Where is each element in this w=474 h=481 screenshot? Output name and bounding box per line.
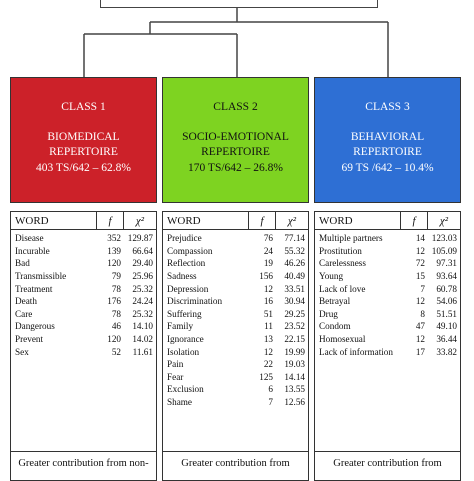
- frequency-cell: 125: [259, 371, 273, 382]
- chi-square-cell: 105.09: [431, 245, 457, 256]
- word-cell: Transmissible: [15, 271, 67, 282]
- class-1-word-table: [10, 211, 157, 481]
- word-cell: Ignorance: [167, 334, 204, 345]
- word-cell: Pain: [167, 359, 184, 370]
- chi-square-cell: 97.31: [436, 258, 457, 269]
- frequency-cell: 19: [263, 258, 273, 269]
- word-cell: Prevent: [15, 334, 44, 345]
- chi-square-cell: 55.32: [284, 245, 305, 256]
- table-row: [11, 295, 156, 308]
- chi-square-cell: 25.32: [132, 308, 153, 319]
- frequency-cell: 12: [415, 334, 425, 345]
- chi-square-cell: 14.02: [132, 334, 153, 345]
- table-row: [11, 320, 156, 333]
- table-row: [315, 245, 460, 258]
- chi-square-cell: 14.10: [132, 321, 153, 332]
- chi-square-cell: 54.06: [436, 296, 457, 307]
- frequency-cell: 16: [263, 296, 273, 307]
- class-1-label: CLASS 1: [61, 101, 106, 113]
- word-cell: Disease: [15, 233, 44, 244]
- tree-connectors: [0, 0, 474, 80]
- word-cell: Bad: [15, 258, 30, 269]
- class-1-stats: 403 TS/642 – 62.8%: [36, 161, 131, 174]
- table-row: [11, 345, 156, 358]
- chi-square-cell: 66.64: [132, 245, 153, 256]
- class-1-rows: [11, 230, 156, 358]
- frequency-cell: 12: [415, 245, 425, 256]
- word-cell: Homosexual: [319, 334, 366, 345]
- class-3-label: CLASS 3: [365, 101, 410, 113]
- frequency-cell: 22: [263, 359, 273, 370]
- header-frequency: f: [249, 212, 276, 229]
- frequency-cell: 12: [263, 283, 273, 294]
- word-cell: Compassion: [167, 245, 213, 256]
- word-cell: Drug: [319, 308, 338, 319]
- chi-square-cell: 19.99: [284, 346, 305, 357]
- class-1-column: [10, 77, 157, 481]
- word-cell: Betrayal: [319, 296, 351, 307]
- header-frequency: f: [97, 212, 124, 229]
- word-cell: Depression: [167, 283, 209, 294]
- frequency-cell: 176: [107, 296, 121, 307]
- class-3-word-table: [314, 211, 461, 481]
- table-row: [11, 270, 156, 283]
- chi-square-cell: 129.87: [127, 233, 153, 244]
- table-row: [11, 232, 156, 245]
- class-1-header-box: [10, 77, 157, 203]
- frequency-cell: 6: [268, 384, 273, 395]
- table-row: [163, 383, 308, 396]
- chi-square-cell: 14.14: [284, 371, 305, 382]
- word-cell: Discrimination: [167, 296, 223, 307]
- frequency-cell: 7: [420, 283, 425, 294]
- class-2-word-table: [162, 211, 309, 481]
- header-chi-square: χ²: [439, 214, 449, 227]
- chi-square-cell: 12.56: [284, 397, 305, 408]
- class-1-name-line1: BIOMEDICAL: [47, 130, 120, 143]
- chi-square-cell: 49.10: [436, 321, 457, 332]
- frequency-cell: 52: [111, 346, 121, 357]
- chi-square-cell: 30.94: [284, 296, 305, 307]
- word-cell: Condom: [319, 321, 351, 332]
- frequency-cell: 17: [415, 346, 425, 357]
- frequency-cell: 76: [263, 233, 273, 244]
- class-2-label: CLASS 2: [213, 101, 258, 113]
- table-row: [163, 232, 308, 245]
- word-cell: Incurable: [15, 245, 50, 256]
- word-cell: Exclusion: [167, 384, 204, 395]
- header-word: WORD: [315, 212, 401, 229]
- word-cell: Shame: [167, 397, 193, 408]
- table-header: [11, 212, 156, 230]
- frequency-cell: 12: [415, 296, 425, 307]
- chi-square-cell: 123.03: [431, 233, 457, 244]
- chi-square-cell: 25.96: [132, 271, 153, 282]
- chi-square-cell: 19.03: [284, 359, 305, 370]
- word-cell: Suffering: [167, 308, 202, 319]
- frequency-cell: 352: [107, 233, 121, 244]
- word-cell: Multiple partners: [319, 233, 383, 244]
- frequency-cell: 14: [415, 233, 425, 244]
- class-3-name-line2: REPERTOIRE: [353, 146, 422, 159]
- word-cell: Dangerous: [15, 321, 55, 332]
- frequency-cell: 156: [259, 271, 273, 282]
- word-cell: Treatment: [15, 283, 53, 294]
- word-cell: Reflection: [167, 258, 206, 269]
- word-cell: Sex: [15, 346, 29, 357]
- class-2-footer: Greater contribution from: [163, 451, 308, 476]
- frequency-cell: 12: [263, 346, 273, 357]
- table-row: [315, 282, 460, 295]
- table-header: [163, 212, 308, 230]
- chi-square-cell: 40.49: [284, 271, 305, 282]
- class-2-name-line2: REPERTOIRE: [201, 146, 270, 159]
- chi-square-cell: 51.51: [436, 308, 457, 319]
- frequency-cell: 139: [107, 245, 121, 256]
- table-row: [315, 333, 460, 346]
- word-cell: Sadness: [167, 271, 197, 282]
- frequency-cell: 24: [263, 245, 273, 256]
- word-cell: Prostitution: [319, 245, 362, 256]
- word-cell: Young: [319, 271, 344, 282]
- frequency-cell: 79: [111, 271, 121, 282]
- table-row: [163, 308, 308, 321]
- table-row: [163, 270, 308, 283]
- chi-square-cell: 33.82: [436, 346, 457, 357]
- frequency-cell: 11: [264, 321, 273, 332]
- class-3-rows: [315, 230, 460, 358]
- table-row: [163, 358, 308, 371]
- table-row: [11, 333, 156, 346]
- table-row: [163, 371, 308, 384]
- word-cell: Family: [167, 321, 194, 332]
- table-row: [315, 295, 460, 308]
- frequency-cell: 8: [420, 308, 425, 319]
- table-row: [315, 232, 460, 245]
- class-2-column: [162, 77, 309, 481]
- table-row: [315, 270, 460, 283]
- chi-square-cell: 24.24: [132, 296, 153, 307]
- word-cell: Carelessness: [319, 258, 366, 269]
- table-row: [163, 295, 308, 308]
- word-cell: Lack of information: [319, 346, 393, 357]
- class-3-footer: Greater contribution from: [315, 451, 460, 476]
- frequency-cell: 15: [415, 271, 425, 282]
- chi-square-cell: 11.61: [132, 346, 153, 357]
- header-word: WORD: [163, 212, 249, 229]
- word-cell: Lack of love: [319, 283, 366, 294]
- class-3-name-line1: BEHAVIORAL: [350, 130, 425, 143]
- table-row: [315, 257, 460, 270]
- chi-square-cell: 77.14: [284, 233, 305, 244]
- chi-square-cell: 13.55: [284, 384, 305, 395]
- class-3-column: [314, 77, 461, 481]
- class-2-stats: 170 TS/642 – 26.8%: [188, 161, 283, 174]
- frequency-cell: 120: [107, 334, 121, 345]
- table-row: [163, 245, 308, 258]
- frequency-cell: 47: [415, 321, 425, 332]
- header-word: WORD: [11, 212, 97, 229]
- chi-square-cell: 25.32: [132, 283, 153, 294]
- table-header: [315, 212, 460, 230]
- frequency-cell: 78: [111, 283, 121, 294]
- chi-square-cell: 93.64: [436, 271, 457, 282]
- class-2-rows: [163, 230, 308, 408]
- frequency-cell: 120: [107, 258, 121, 269]
- chi-square-cell: 23.52: [284, 321, 305, 332]
- table-row: [163, 345, 308, 358]
- class-2-header-box: [162, 77, 309, 203]
- word-cell: Prejudice: [167, 233, 202, 244]
- word-cell: Fear: [167, 371, 184, 382]
- chi-square-cell: 29.25: [284, 308, 305, 319]
- word-cell: Care: [15, 308, 33, 319]
- class-1-name-line2: REPERTOIRE: [49, 146, 118, 159]
- frequency-cell: 51: [263, 308, 273, 319]
- table-row: [11, 257, 156, 270]
- table-row: [163, 333, 308, 346]
- frequency-cell: 78: [111, 308, 121, 319]
- class-1-footer: Greater contribution from non-: [11, 451, 156, 476]
- table-row: [163, 320, 308, 333]
- word-cell: Isolation: [167, 346, 200, 357]
- class-3-stats: 69 TS /642 – 10.4%: [341, 161, 434, 174]
- table-row: [11, 245, 156, 258]
- chi-square-cell: 36.44: [436, 334, 457, 345]
- chi-square-cell: 46.26: [284, 258, 305, 269]
- word-cell: Death: [15, 296, 37, 307]
- table-row: [11, 282, 156, 295]
- header-frequency: f: [401, 212, 428, 229]
- frequency-cell: 7: [268, 397, 273, 408]
- frequency-cell: 72: [415, 258, 425, 269]
- class-3-header-box: [314, 77, 461, 203]
- table-row: [163, 396, 308, 409]
- table-row: [315, 308, 460, 321]
- table-row: [163, 257, 308, 270]
- class-2-name-line1: SOCIO-EMOTIONAL: [182, 130, 289, 143]
- table-row: [11, 308, 156, 321]
- table-row: [315, 320, 460, 333]
- chi-square-cell: 33.51: [284, 283, 305, 294]
- header-chi-square: χ²: [135, 214, 145, 227]
- chi-square-cell: 60.78: [436, 283, 457, 294]
- table-row: [315, 345, 460, 358]
- frequency-cell: 13: [263, 334, 273, 345]
- chi-square-cell: 29.40: [132, 258, 153, 269]
- table-row: [163, 282, 308, 295]
- chi-square-cell: 22.15: [284, 334, 305, 345]
- header-chi-square: χ²: [287, 214, 297, 227]
- frequency-cell: 46: [111, 321, 121, 332]
